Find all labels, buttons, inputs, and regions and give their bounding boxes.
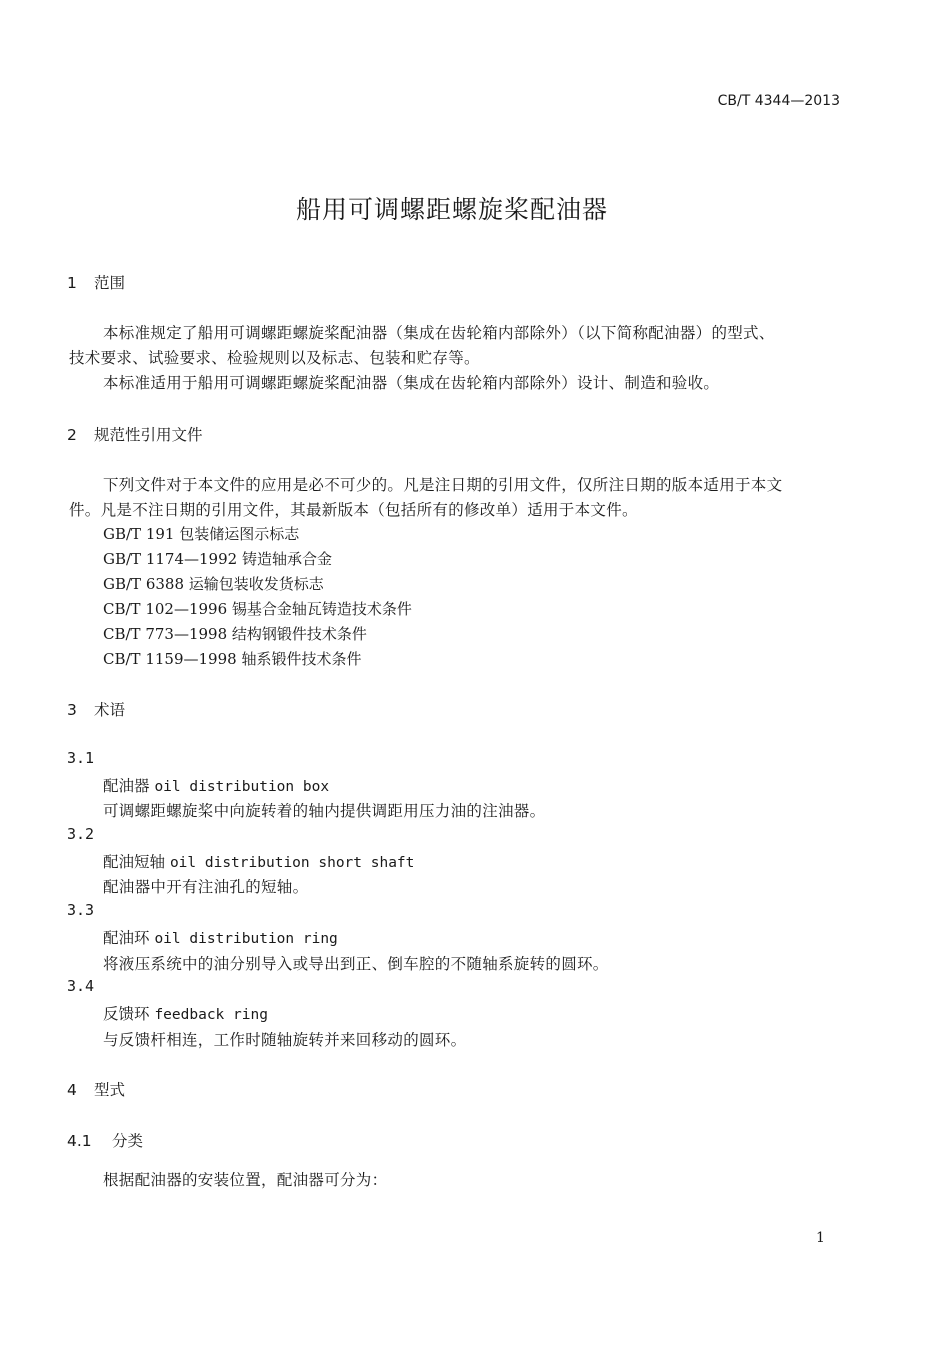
- term-name: [103, 1002, 268, 1024]
- reference-code: GB/T 6388: [103, 575, 185, 593]
- paragraph-line: 件。凡是不注日期的引用文件，其最新版本（包括所有的修改单）适用于本文件。: [69, 501, 638, 519]
- subsection-number: 4.1: [67, 1132, 92, 1150]
- section-2-heading: [67, 423, 203, 445]
- reference-name: 结构钢锻件技术条件: [231, 625, 367, 643]
- section-title: 术语: [94, 701, 126, 719]
- standard-number: CB/T 4344—2013: [717, 93, 840, 109]
- subsection-4-1-heading: [67, 1129, 143, 1151]
- section-number: 4: [67, 1081, 77, 1099]
- page-title: 船用可调螺距螺旋桨配油器: [296, 195, 609, 224]
- paragraph-line: 本标准规定了船用可调螺距螺旋桨配油器（集成在齿轮箱内部除外）（以下简称配油器）的型式、: [103, 324, 775, 342]
- reference-item: [103, 648, 361, 669]
- section-3-heading: [67, 698, 125, 720]
- term-en: feedback ring: [154, 1007, 268, 1023]
- reference-code: GB/T 191: [103, 525, 175, 543]
- term-zh: 配油环: [103, 929, 150, 947]
- paragraph-line: 下列文件对于本文件的应用是必不可少的。凡是注日期的引用文件，仅所注日期的版本适用于本文: [103, 476, 783, 494]
- section-4-heading: [67, 1078, 125, 1100]
- reference-code: CB/T 102—1996: [103, 600, 228, 618]
- term-number: 3.4: [67, 977, 95, 995]
- section-title: 型式: [94, 1081, 126, 1099]
- term-definition: 可调螺距螺旋桨中向旋转着的轴内提供调距用压力油的注油器。: [103, 802, 546, 820]
- term-name: [103, 926, 338, 948]
- reference-item: [103, 548, 332, 569]
- paragraph-line: 技术要求、试验要求、检验规则以及标志、包装和贮存等。: [69, 349, 480, 367]
- term-en: oil distribution box: [154, 779, 330, 795]
- section-1-heading: [67, 271, 125, 293]
- reference-item: [103, 523, 299, 544]
- section-title: 范围: [94, 274, 126, 292]
- reference-name: 运输包装收发货标志: [188, 575, 324, 593]
- subsection-title: 分类: [112, 1132, 144, 1150]
- term-number: 3.1: [67, 749, 95, 767]
- reference-name: 铸造轴承合金: [241, 550, 332, 568]
- reference-item: [103, 573, 324, 594]
- term-zh: 配油器: [103, 777, 150, 795]
- term-zh: 配油短轴: [103, 853, 166, 871]
- term-definition: 与反馈杆相连，工作时随轴旋转并来回移动的圆环。: [103, 1031, 467, 1049]
- section-number: 1: [67, 274, 77, 292]
- term-name: [103, 774, 329, 796]
- term-en: oil distribution short shaft: [169, 855, 415, 871]
- reference-name: 锡基合金轴瓦铸造技术条件: [231, 600, 412, 618]
- section-number: 2: [67, 426, 77, 444]
- reference-item: [103, 623, 367, 644]
- term-number: 3.2: [67, 825, 95, 843]
- reference-code: CB/T 773—1998: [103, 625, 228, 643]
- reference-code: GB/T 1174—1992: [103, 550, 238, 568]
- reference-name: 轴系锻件技术条件: [241, 650, 362, 668]
- reference-item: [103, 598, 412, 619]
- term-definition: 配油器中开有注油孔的短轴。: [103, 878, 309, 896]
- term-name: [103, 850, 414, 872]
- section-title: 规范性引用文件: [94, 426, 203, 444]
- term-zh: 反馈环: [103, 1005, 150, 1023]
- page-number: 1: [816, 1230, 825, 1246]
- paragraph-line: 本标准适用于船用可调螺距螺旋桨配油器（集成在齿轮箱内部除外）设计、制造和验收。: [103, 374, 720, 392]
- reference-name: 包装储运图示标志: [179, 525, 300, 543]
- term-en: oil distribution ring: [154, 931, 338, 947]
- term-definition: 将液压系统中的油分别导入或导出到正、倒车腔的不随轴系旋转的圆环。: [103, 955, 609, 973]
- term-number: 3.3: [67, 901, 95, 919]
- section-number: 3: [67, 701, 77, 719]
- paragraph-line: 根据配油器的安装位置，配油器可分为：: [103, 1171, 388, 1189]
- reference-code: CB/T 1159—1998: [103, 650, 237, 668]
